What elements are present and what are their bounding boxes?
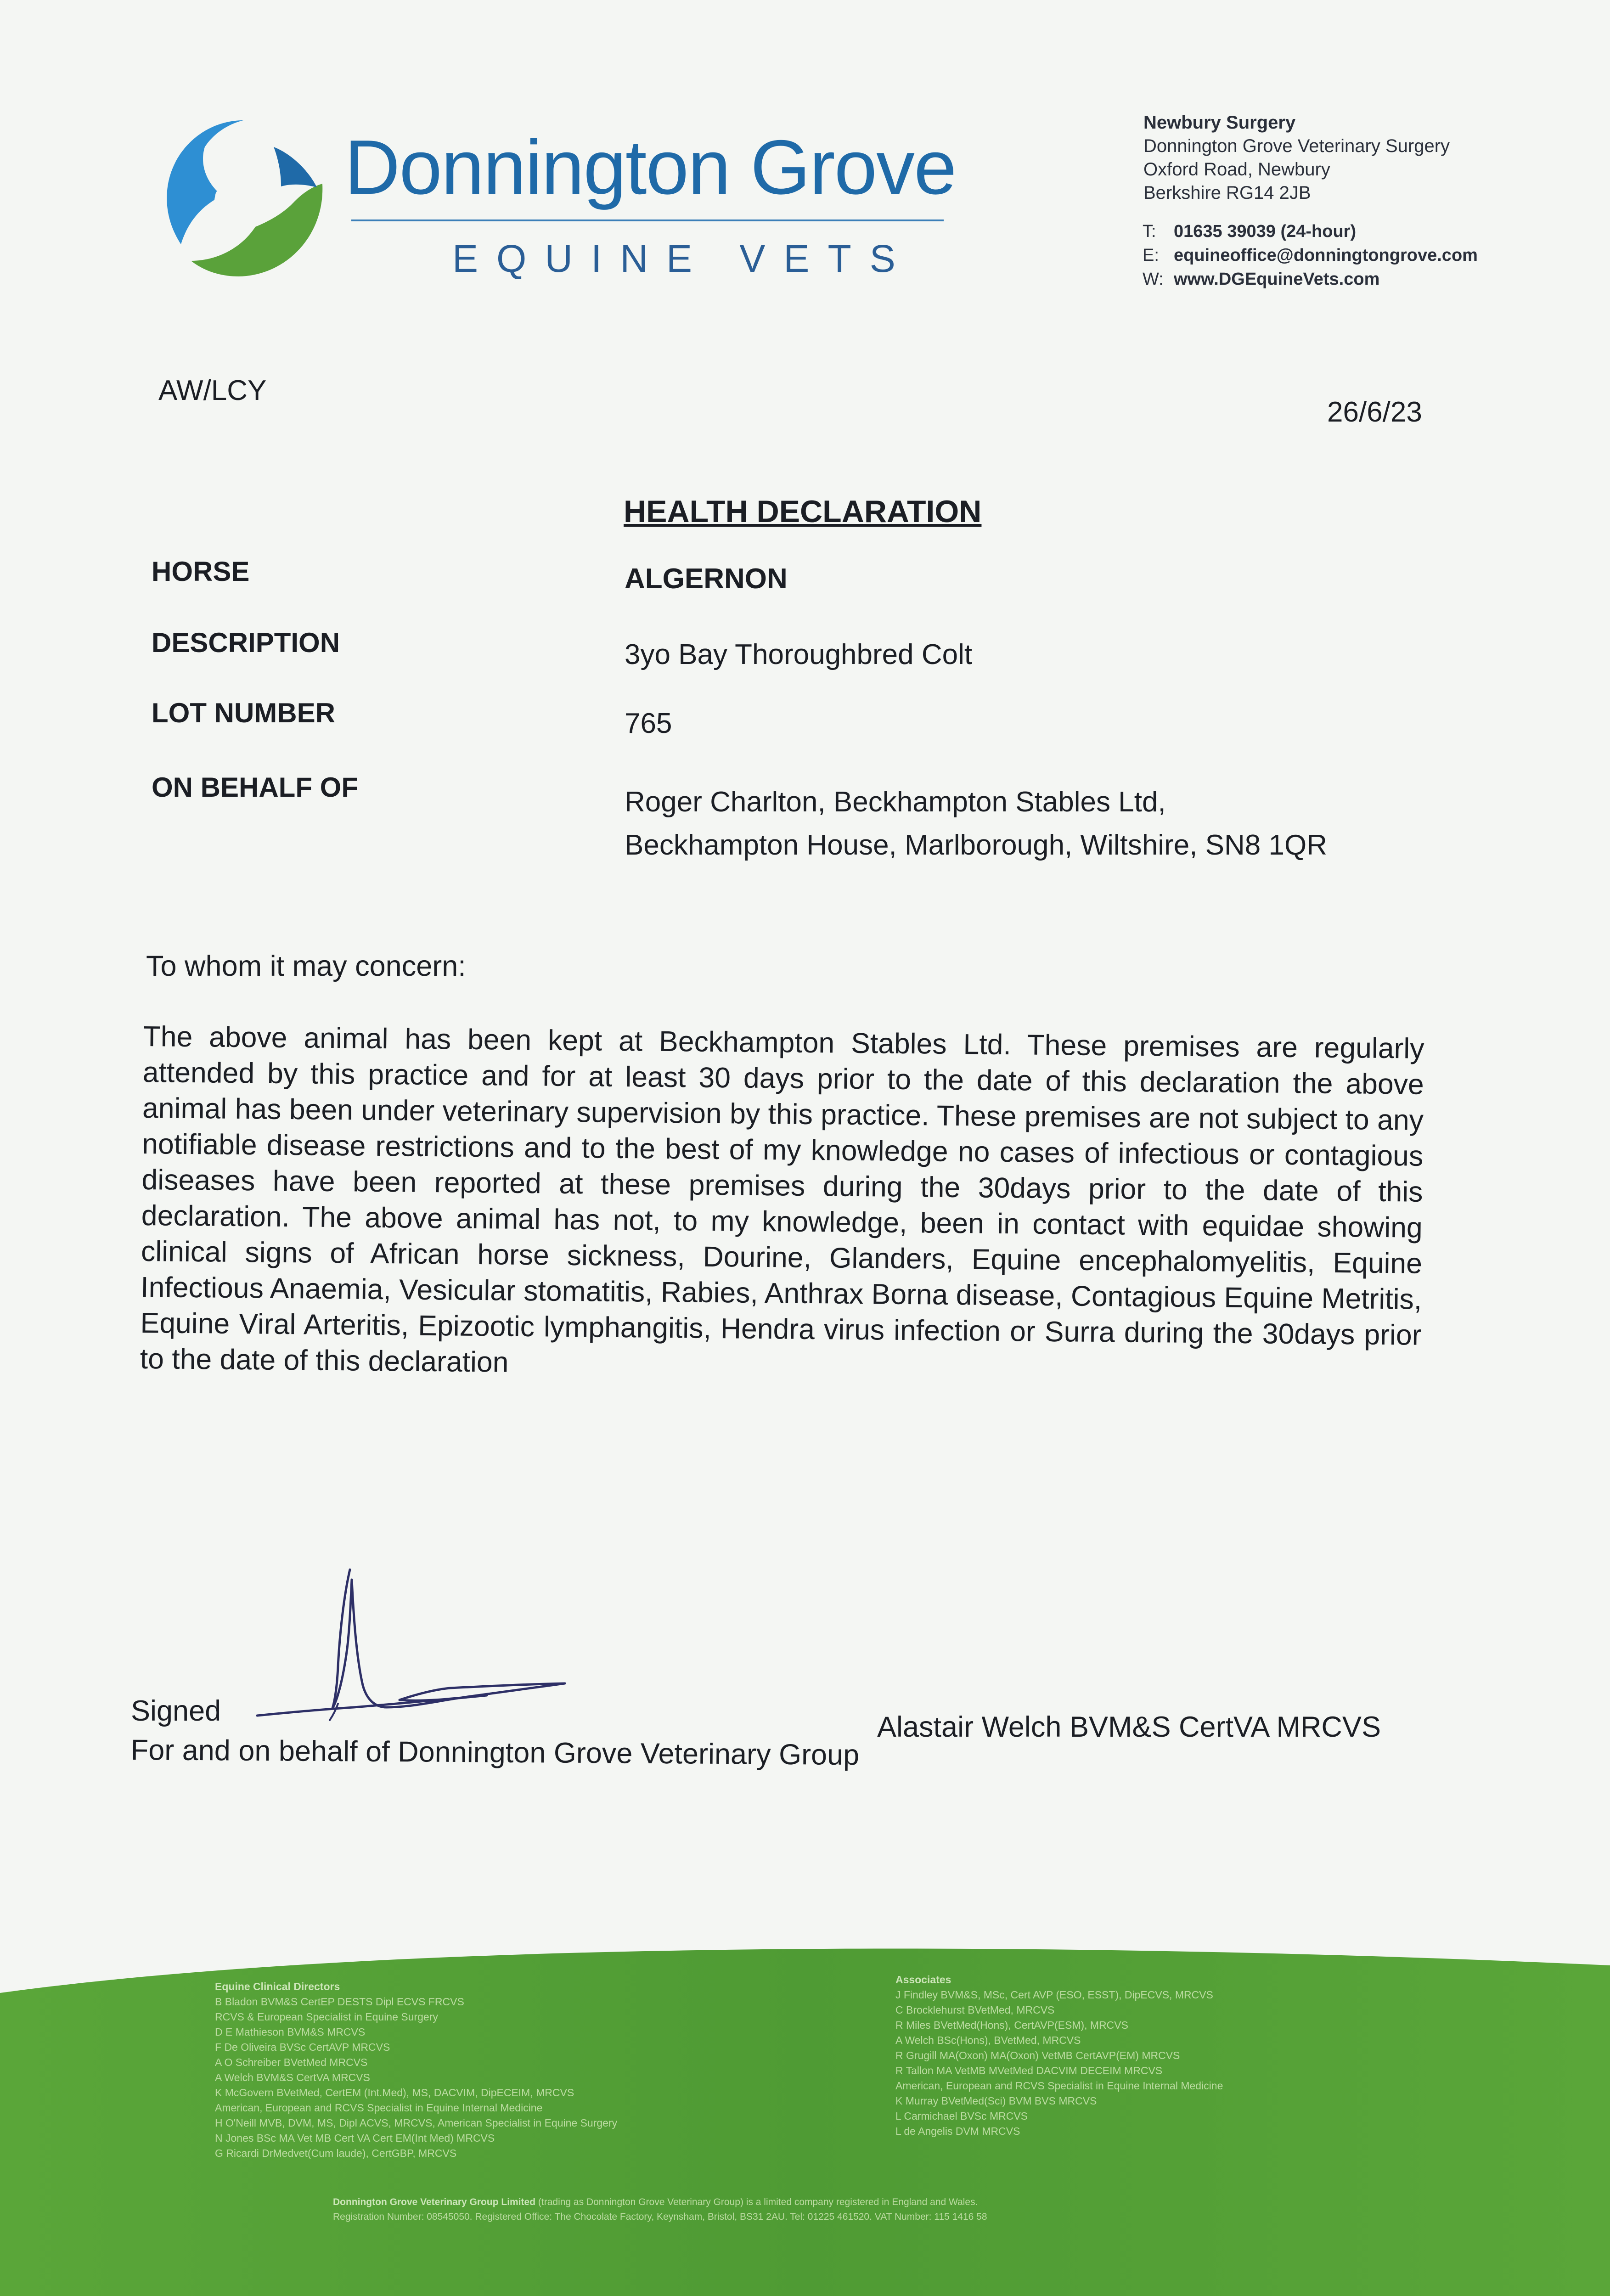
brand-name: Donnington Grove: [344, 124, 956, 210]
website: www.DGEquineVets.com: [1174, 270, 1380, 289]
director-entry: RCVS & European Specialist in Equine Surgery: [215, 2011, 438, 2023]
surgery-title: Newbury Surgery: [1143, 113, 1296, 133]
signed-label: Signed: [131, 1695, 221, 1727]
associates-list: [895, 1972, 1223, 2139]
field-label-horse: HORSE: [152, 556, 250, 587]
field-label-lot-number: LOT NUMBER: [152, 698, 335, 728]
associate-entry: L de Angelis DVM MRCVS: [895, 2125, 1020, 2137]
director-entry: N Jones BSc MA Vet MB Cert VA Cert EM(Int Med) MRCVS: [215, 2132, 495, 2144]
surgery-address: [1143, 111, 1450, 205]
owner-line: Roger Charlton, Beckhampton Stables Ltd,: [625, 786, 1166, 818]
directors-list: [215, 1979, 617, 2161]
brand-subtitle: EQUINE VETS: [452, 237, 914, 280]
director-entry: A Welch BVM&S CertVA MRCVS: [215, 2071, 370, 2083]
associate-entry: R Miles BVetMed(Hons), CertAVP(ESM), MRCVS: [895, 2019, 1128, 2031]
field-value-description: 3yo Bay Thoroughbred Colt: [625, 639, 973, 670]
company-name: Donnington Grove Veterinary Group Limited: [333, 2197, 536, 2207]
email-address: equineoffice@donningtongrove.com: [1174, 246, 1478, 265]
associate-entry: American, European and RCVS Specialist in Equine Internal Medicine: [895, 2080, 1223, 2092]
legal-line: Registration Number: 08545050. Registered Office: The Chocolate Factory, Keynsham, Bristol, BS31 2AU. Tel: 01225 461520. VAT Number: 115 1416 58: [333, 2212, 987, 2222]
associate-entry: R Grugill MA(Oxon) MA(Oxon) VetMB CertAVP(EM) MRCVS: [895, 2049, 1180, 2061]
brand-divider: [351, 219, 944, 221]
address-line: Oxford Road, Newbury: [1143, 159, 1330, 180]
field-label-on-behalf-of: ON BEHALF OF: [152, 772, 358, 803]
legal-line: Donnington Grove Veterinary Group Limited (trading as Donnington Grove Veterinary Group) is a limited company registered in England and Wales.: [333, 2197, 978, 2207]
document-title: HEALTH DECLARATION: [624, 494, 982, 529]
associate-entry: A Welch BSc(Hons), BVetMed, MRCVS: [895, 2034, 1081, 2046]
phone-row: T: 01635 39039 (24-hour): [1143, 222, 1357, 241]
letter-date: 26/6/23: [1327, 396, 1422, 428]
associate-entry: K Murray BVetMed(Sci) BVM BVS MRCVS: [895, 2095, 1097, 2107]
company-legal-notice: [333, 2195, 987, 2224]
handwritten-signature: [248, 1561, 615, 1736]
director-entry: G Ricardi DrMedvet(Cum laude), CertGBP, MRCVS: [215, 2147, 457, 2159]
associate-entry: L Carmichael BVSc MRCVS: [895, 2110, 1028, 2122]
director-entry: B Bladon BVM&S CertEP DESTS Dipl ECVS FRCVS: [215, 1996, 464, 2008]
associate-entry: R Tallon MA VetMB MVetMed DACVIM DECEIM MRCVS: [895, 2065, 1163, 2077]
field-value-lot-number: 765: [625, 708, 672, 739]
field-label-description: DESCRIPTION: [152, 627, 340, 658]
director-entry: K McGovern BVetMed, CertEM (Int.Med), MS, DACVIM, DipECEIM, MRCVS: [215, 2087, 574, 2099]
salutation: To whom it may concern:: [146, 950, 466, 982]
director-entry: American, European and RCVS Specialist in Equine Internal Medicine: [215, 2102, 543, 2114]
email-row: E: equineoffice@donningtongrove.com: [1143, 246, 1478, 265]
director-entry: A O Schreiber BVetMed MRCVS: [215, 2056, 368, 2068]
owner-line: Beckhampton House, Marlborough, Wiltshire, SN8 1QR: [625, 829, 1327, 861]
field-value-horse: ALGERNON: [625, 563, 788, 595]
director-entry: H O'Neill MVB, DVM, MS, Dipl ACVS, MRCVS, American Specialist in Equine Surgery: [215, 2117, 618, 2129]
signer-name: Alastair Welch BVM&S CertVA MRCVS: [877, 1711, 1381, 1743]
associates-title: Associates: [895, 1974, 951, 1986]
horse-logo-icon: [161, 115, 326, 280]
address-line: Donnington Grove Veterinary Surgery: [1143, 136, 1450, 156]
director-entry: D E Mathieson BVM&S MRCVS: [215, 2026, 366, 2038]
contact-details: [1143, 219, 1478, 291]
associate-entry: C Brocklehurst BVetMed, MRCVS: [895, 2004, 1055, 2016]
associate-entry: J Findley BVM&S, MSc, Cert AVP (ESO, ESST), DipECVS, MRCVS: [895, 1989, 1213, 2001]
field-value-on-behalf-of: [625, 781, 1327, 867]
address-line: Berkshire RG14 2JB: [1143, 183, 1311, 203]
director-entry: F De Oliveira BVSc CertAVP MRCVS: [215, 2041, 390, 2053]
website-row: W: www.DGEquineVets.com: [1143, 270, 1380, 289]
phone-number: 01635 39039 (24-hour): [1174, 222, 1357, 241]
on-behalf-line: For and on behalf of Donnington Grove Veterinary Group: [130, 1734, 860, 1772]
directors-title: Equine Clinical Directors: [215, 1981, 340, 1992]
declaration-body: The above animal has been kept at Beckhampton Stables Ltd. These premises are regularly attended by this practice and for at least 30 days prior to the date of this declaration the above animal has been under veterinary supervision by this practice. These premises are not subject to any notifiable disease restrictions and to the best of my knowledge no cases of infectious or contagious diseases have been reported at these premises during the 30days prior to the date of this declaration. The above animal has not, to my knowledge, been in contact with equidae showing clinical signs of African horse sickness, Dourine, Glanders, Equine encephalomyelitis, Equine Infectious Anaemia, Vesicular stomatitis, Rabies, Anthrax Borna disease, Contagious Equine Metritis, Equine Viral Arteritis, Epizootic lymphangitis, Hendra virus infection or Surra during the 30days prior to the date of this declaration: [140, 1020, 1424, 1379]
reference: AW/LCY: [158, 375, 267, 406]
